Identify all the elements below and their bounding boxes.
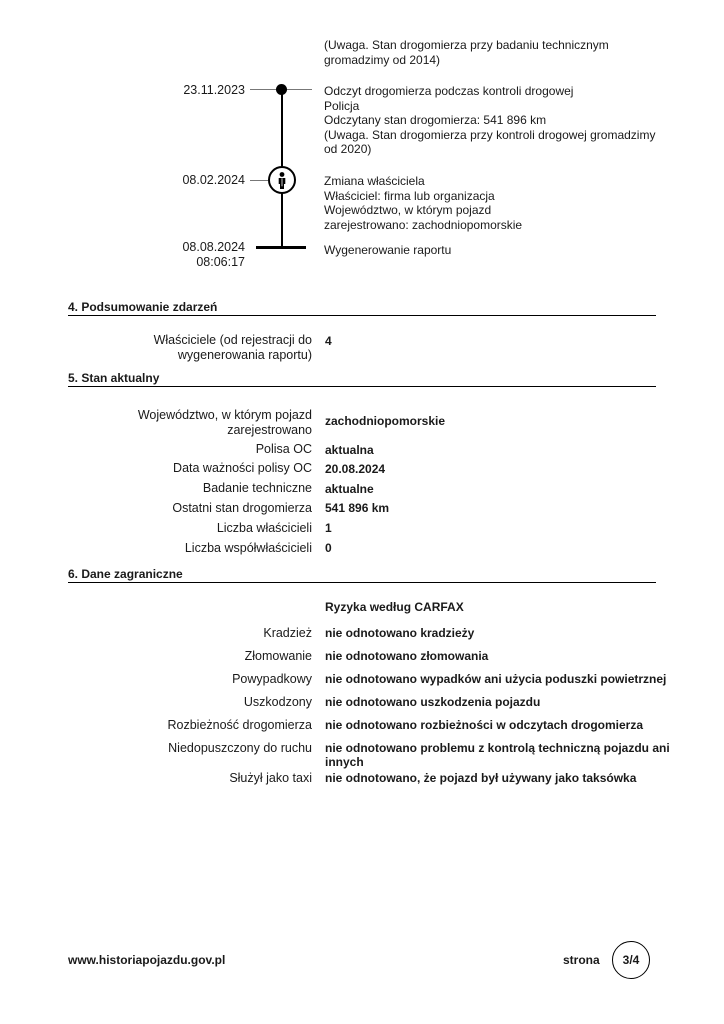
status-label: Data ważności polisy OC <box>173 461 312 475</box>
risk-value: nie odnotowano, że pojazd był używany jako taksówka <box>325 771 637 785</box>
risk-label: Kradzież <box>263 626 312 640</box>
risk-label: Niedopuszczony do ruchu <box>168 741 312 755</box>
status-label: Liczba współwłaścicieli <box>184 541 312 555</box>
event-description: Zmiana właściciela Właściciel: firma lub organizacja Województwo, w którym pojazd zarejestrowano: zachodniopomorskie <box>324 174 523 232</box>
footer-page-label: strona <box>563 953 600 967</box>
summary-owners-value: 4 <box>325 334 332 348</box>
risk-value: nie odnotowano złomowania <box>325 649 489 663</box>
event-description: Wygenerowanie raportu <box>324 243 452 257</box>
status-value: 1 <box>325 521 332 535</box>
event-description: Odczyt drogomierza podczas kontroli drogowej Policja Odczytany stan drogomierza: 541 896 km (Uwaga. Stan drogomierza przy kontroli drogowej gromadzimy od 2020) <box>324 84 656 156</box>
section-title: 5. Stan aktualny <box>68 371 160 385</box>
status-label: Ostatni stan drogomierza <box>172 501 312 515</box>
page-number: 3/4 <box>612 941 650 979</box>
section-title: 4. Podsumowanie zdarzeń <box>68 300 218 314</box>
risk-value: nie odnotowano uszkodzenia pojazdu <box>325 695 541 709</box>
timeline-tick <box>250 180 268 181</box>
event-date: 23.11.2023 <box>183 83 245 97</box>
timeline-top-note: (Uwaga. Stan drogomierza przy badaniu technicznym gromadzimy od 2014) <box>324 38 609 67</box>
status-value: 20.08.2024 <box>325 462 386 476</box>
status-value: 541 896 km <box>325 501 390 515</box>
section-divider <box>68 582 656 583</box>
footer-url-link[interactable]: www.historiapojazdu.gov.pl <box>68 953 226 967</box>
status-label: Polisa OC <box>255 442 312 456</box>
risk-label: Służył jako taxi <box>229 771 312 785</box>
risk-label: Rozbieżność drogomierza <box>167 718 312 732</box>
risk-value: nie odnotowano kradzieży <box>325 626 475 640</box>
carfax-subtitle: Ryzyka według CARFAX <box>325 600 464 614</box>
section-divider <box>68 315 656 316</box>
status-value: aktualne <box>325 482 374 496</box>
status-label: Województwo, w którym pojazd zarejestrowano <box>137 408 312 437</box>
risk-label: Uszkodzony <box>243 695 312 709</box>
event-date: 08.08.2024 08:06:17 <box>182 240 245 269</box>
status-value: 0 <box>325 541 332 555</box>
person-icon <box>268 166 296 194</box>
risk-value: nie odnotowano rozbieżności w odczytach drogomierza <box>325 718 644 732</box>
risk-label: Powypadkowy <box>232 672 312 686</box>
status-value: aktualna <box>325 443 374 457</box>
risk-label: Złomowanie <box>244 649 312 663</box>
risk-value: nie odnotowano wypadków ani użycia poduszki powietrznej <box>325 672 667 686</box>
section-title: 6. Dane zagraniczne <box>68 567 183 581</box>
status-value: zachodniopomorskie <box>325 414 446 428</box>
section-divider <box>68 386 656 387</box>
risk-value: nie odnotowano problemu z kontrolą techniczną pojazdu ani innych <box>325 741 670 769</box>
timeline-end-bar <box>256 246 306 249</box>
summary-owners-label: Właściciele (od rejestracji do wygenerowania raportu) <box>153 333 312 362</box>
status-label: Liczba właścicieli <box>216 521 312 535</box>
timeline-dot-icon <box>276 84 287 95</box>
status-label: Badanie techniczne <box>202 481 312 495</box>
event-date: 08.02.2024 <box>182 173 245 187</box>
